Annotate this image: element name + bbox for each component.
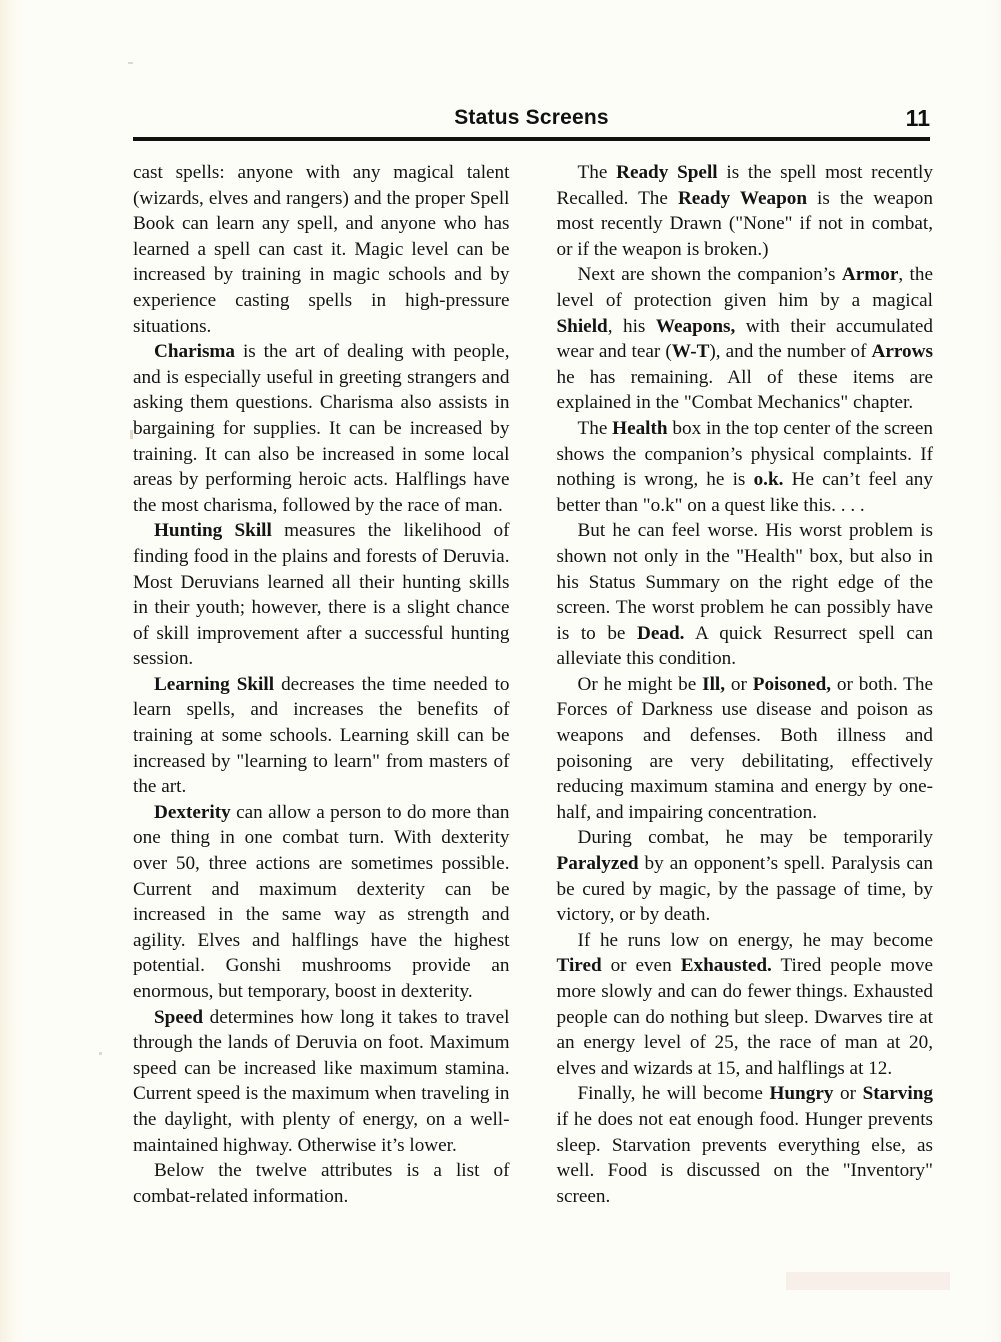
emphasis-term: Starving	[862, 1083, 933, 1105]
body-text: But he can feel worse. His worst problem is shown not only in the "Health" box, but also in his Status Summary on the right edge of the screen. The worst problem he can possibly have is to be	[556, 520, 933, 644]
emphasis-term: W-T	[671, 341, 710, 363]
emphasis-term: Ill,	[702, 673, 726, 695]
body-text: Finally, he will become	[577, 1083, 770, 1105]
emphasis-term: Armor	[841, 264, 899, 286]
body-text: Or he might be	[577, 673, 703, 695]
body-text: box in the top center of the screen shows the companion’s physical complaints. If nothing is wrong, he is	[556, 417, 933, 491]
paragraph-hungry-starving	[557, 1081, 934, 1209]
body-text: with their accumulated wear and tear (	[556, 315, 933, 363]
paragraph-armor-shield-weapons	[557, 262, 934, 416]
paragraph-charisma	[133, 339, 510, 518]
column-left	[133, 160, 510, 1209]
paragraph-paralyzed	[557, 825, 934, 927]
paper-left-edge-shading	[0, 0, 26, 1342]
emphasis-term: Charisma	[154, 341, 236, 363]
running-head	[133, 106, 930, 138]
emphasis-term: Ready Spell	[616, 162, 718, 183]
body-text: or	[833, 1083, 863, 1105]
emphasis-term: Learning Skill	[154, 673, 275, 695]
emphasis-term: Arrows	[871, 341, 933, 363]
body-text: he has remaining. All of these items are explained in the "Combat Mechanics" chapter.	[556, 366, 933, 414]
paragraph-ill-poisoned	[557, 672, 934, 826]
emphasis-term: Exhausted.	[680, 955, 772, 977]
emphasis-term: Ready Weapon	[677, 187, 808, 209]
page-title: Status Screens	[454, 106, 609, 129]
emphasis-term: Paralyzed	[556, 853, 639, 875]
emphasis-term: o.k.	[753, 469, 784, 491]
paragraph-worst-problem-dead	[557, 518, 934, 672]
scan-speck	[128, 62, 133, 64]
paragraph-ready-spell-weapon	[557, 160, 934, 262]
body-text: , the level of protection given him by a magical	[556, 264, 933, 311]
body-text: by an opponent’s spell. Paralysis can be cured by magic, by the passage of time, by victory, or by death.	[556, 853, 933, 926]
paragraph-learning-skill	[133, 672, 510, 800]
emphasis-term: Weapons,	[655, 315, 736, 337]
body-text: The	[577, 417, 613, 439]
scan-speck	[99, 1052, 102, 1055]
emphasis-term: Hunting Skill	[154, 520, 272, 542]
body-text: , his	[607, 315, 656, 337]
body-text: if he does not eat enough food. Hunger prevents sleep. Starvation prevents everything else, as well. Food is discussed on the "Inventory" screen.	[556, 1108, 933, 1207]
body-text: or even	[601, 955, 681, 977]
paragraph-below-twelve-attributes	[133, 1158, 510, 1209]
paragraph-health-box	[557, 416, 934, 518]
emphasis-term: Dead.	[637, 622, 685, 644]
body-text: He can’t feel any better than "o.k" on a quest like this. . . .	[556, 469, 933, 516]
emphasis-term: Health	[612, 417, 668, 439]
body-text: If he runs low on energy, he may become	[577, 929, 933, 951]
emphasis-term: Dexterity	[154, 801, 231, 823]
body-text: Next are shown the companion’s	[577, 264, 842, 286]
paragraph-dexterity	[133, 800, 510, 1005]
body-text: can allow a person to do more than one thing in one combat turn. With dexterity over 50, three actions are sometimes possible. Current and maximum dexterity can be increased in the same way as strength and agility. Elves and halflings have the highest potential. Gonshi mushrooms provide an enormous, but temporary, boost in dexterity.	[133, 801, 510, 1002]
paper-right-edge-shading	[983, 0, 1001, 1342]
paragraph-magic-continued	[133, 160, 510, 339]
emphasis-term: Poisoned,	[752, 673, 832, 695]
paragraph-tired-exhausted	[557, 928, 934, 1082]
body-text: measures the likelihood of finding food in the plains and forests of Deruvia. Most Deruvians learned all their hunting skills in their youth; however, there is a slight chance of skill improvement after a successful hunting session.	[133, 520, 510, 670]
body-text: is the weapon most recently Drawn ("None" if not in combat, or if the weapon is broken.)	[556, 187, 933, 260]
body-columns	[133, 160, 933, 1209]
body-text: decreases the time needed to learn spells, and increases the benefits of training at some schools. Learning skill can be increased by "learning to learn" from masters of the art.	[133, 673, 510, 798]
body-text: determines how long it takes to travel through the lands of Deruvia on foot. Maximum speed can be increased like maximum stamina. Current speed is the maximum when traveling in the daylight, with plenty of energy, on a well-maintained highway. Otherwise it’s lower.	[133, 1006, 510, 1156]
scan-bleedthrough-artifact	[786, 1272, 950, 1290]
body-text: Below the twelve attributes is a list of combat-related information.	[133, 1160, 510, 1207]
body-text: is the art of dealing with people, and is especially useful in greeting strangers and asking them questions. Charisma also assists in bargaining for supplies. It can be increased by training. It can also be increased in some local areas by performing heroic acts. Halflings have the most charisma, followed by the race of man.	[133, 341, 510, 516]
emphasis-term: Hungry	[769, 1083, 834, 1105]
emphasis-term: Speed	[154, 1006, 204, 1028]
body-text: cast spells: anyone with any magical talent (wizards, elves and rangers) and the proper Spell Book can learn any spell, and anyone who has learned a spell can cast it. Magic level can be increased by training in magic schools and by experience casting spells in high-pressure situations.	[133, 162, 510, 337]
column-right	[557, 160, 934, 1209]
header-rule	[133, 137, 930, 141]
body-text: is the spell most recently Recalled. The	[556, 162, 933, 209]
body-text: Tired people move more slowly and can do fewer things. Exhausted people can do nothing but sleep. Dwarves tire at an energy level of 25, the race of man at 20, elves and wizards at 15, and halflings at 12.	[556, 955, 933, 1079]
page-number: 11	[905, 105, 930, 131]
body-text: A quick Resurrect spell can alleviate this condition.	[556, 622, 933, 670]
emphasis-term: Shield	[556, 315, 608, 337]
paragraph-hunting-skill	[133, 518, 510, 672]
body-text: The	[577, 162, 617, 183]
body-text: ), and the number of	[709, 341, 872, 363]
body-text: or both. The Forces of Darkness use disease and poison as weapons and defenses. Both illness and poisoning are very debilitating, effectively reducing maximum stamina and energy by one-half, and impairing concentration.	[556, 673, 933, 823]
emphasis-term: Tired	[556, 955, 602, 977]
body-text: During combat, he may be temporarily	[577, 827, 933, 849]
body-text: or	[725, 673, 753, 695]
paragraph-speed	[133, 1005, 510, 1159]
